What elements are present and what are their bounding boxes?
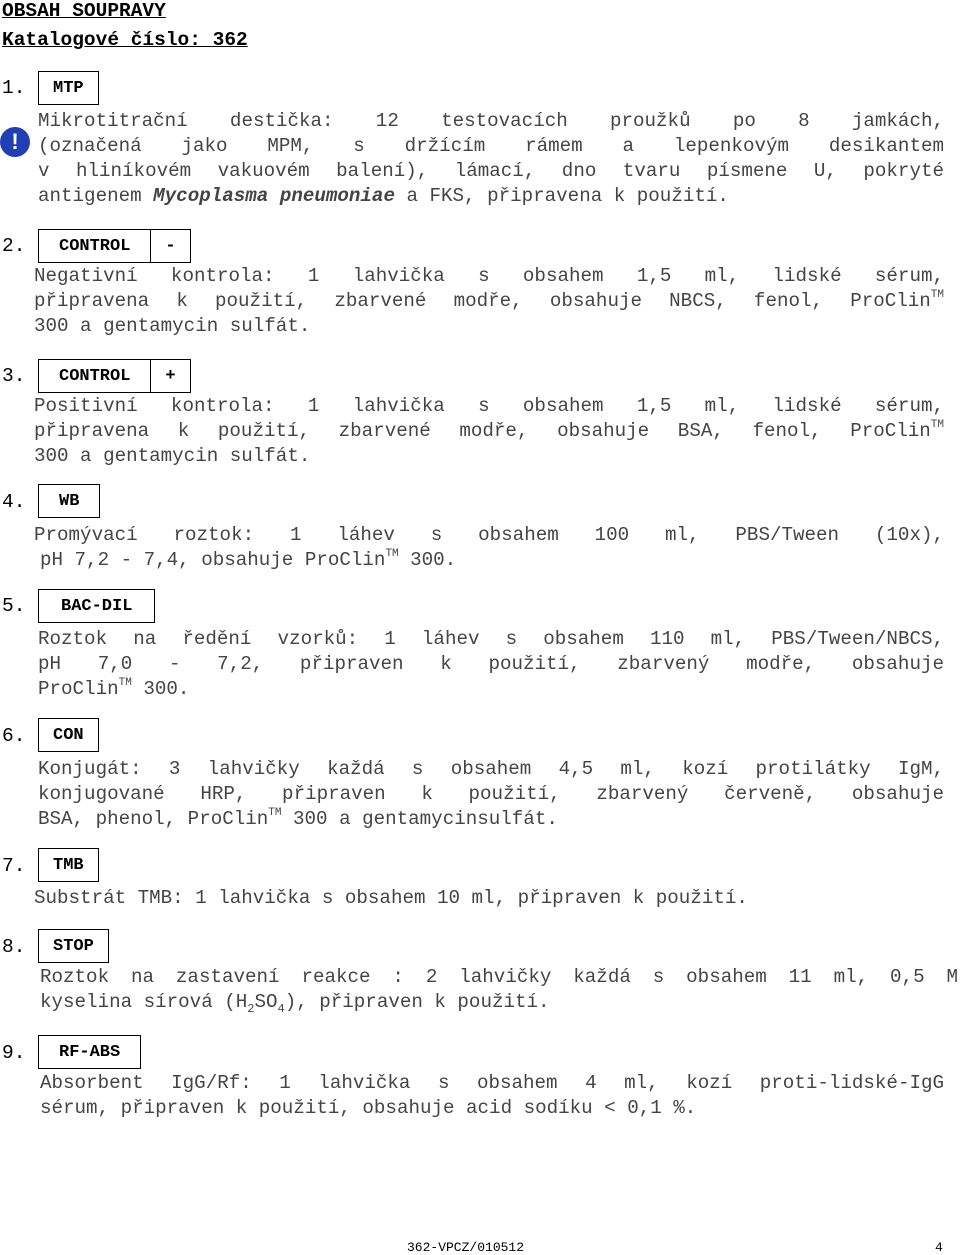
desc-line: 300 a gentamycin sulfát. — [34, 315, 311, 337]
box-label: CON — [53, 725, 84, 745]
desc-line: Absorbent IgG/Rf: 1 lahvička s obsahem 4 ml, kozí proti-lidské-IgG — [40, 1072, 944, 1094]
item-description — [38, 109, 944, 209]
box-label: MTP — [53, 78, 84, 98]
desc-line: v hliníkovém vakuovém balení), lámací, dno tvaru písmene U, pokryté — [38, 160, 944, 182]
reagent-label-control-negative — [38, 229, 191, 263]
item-description — [34, 886, 944, 911]
desc-line: 300 a gentamycin sulfát. — [34, 445, 311, 467]
item-description — [40, 1071, 944, 1121]
box-label: STOP — [53, 936, 94, 956]
reagent-label-bac-dil — [38, 589, 155, 623]
reagent-label-con — [38, 718, 99, 752]
desc-line: připravena k použití, zbarvené modře, obsahuje NBCS, fenol, ProClin™ — [34, 289, 944, 312]
item-number: 5. — [2, 595, 26, 617]
desc-line: Substrát TMB: 1 lahvička s obsahem 10 ml, připraven k použití. — [34, 887, 748, 909]
document-code: 362-VPCZ/010512 — [407, 1240, 525, 1255]
desc-line: (označená jako MPM, s držícím rámem a lepenkovým desikantem — [38, 135, 944, 157]
desc-line: Negativní kontrola: 1 lahvička s obsahem 1,5 ml, lidské sérum, — [34, 265, 944, 287]
desc-line: připravena k použití, zbarvené modře, obsahuje BSA, fenol, ProClin™ — [34, 419, 944, 442]
box-label: CONTROL — [59, 236, 131, 256]
desc-line: pH 7,0 - 7,2, připraven k použití, zbarvený modře, obsahuje — [38, 653, 944, 675]
desc-line: pH 7,2 - 7,4, obsahuje ProClin™ 300. — [40, 548, 457, 571]
reagent-label-mtp — [38, 71, 99, 105]
box-label: BAC-DIL — [61, 596, 133, 616]
reagent-label-rf-abs — [38, 1035, 141, 1069]
reagent-label-stop — [38, 929, 109, 963]
item-number: 8. — [2, 936, 26, 958]
item-number: 6. — [2, 725, 26, 747]
item-description — [34, 523, 944, 573]
exclamation-icon: ! — [0, 127, 30, 157]
box-label: TMB — [53, 855, 84, 875]
desc-line: konjugované HRP, připraven k použití, zbarvený červeně, obsahuje — [38, 783, 944, 805]
reagent-label-control-positive — [38, 359, 191, 393]
item-number: 9. — [2, 1042, 26, 1064]
desc-line: Roztok na ředění vzorků: 1 láhev s obsahem 110 ml, PBS/Tween/NBCS, — [38, 628, 944, 650]
catalog-number: Katalogové číslo: 362 — [2, 29, 248, 51]
desc-line: sérum, připraven k použití, obsahuje acid sodíku < 0,1 %. — [40, 1097, 697, 1119]
desc-line: Positivní kontrola: 1 lahvička s obsahem 1,5 ml, lidské sérum, — [34, 395, 944, 417]
item-number: 1. — [2, 77, 26, 99]
item-number: 4. — [2, 491, 26, 513]
box-sign: + — [150, 360, 189, 392]
reagent-label-wb — [38, 484, 100, 518]
box-sign: - — [150, 230, 189, 262]
box-label: CONTROL — [59, 366, 131, 386]
desc-line: antigenem Mycoplasma pneumoniae a FKS, připravena k použití. — [38, 185, 729, 207]
item-description — [40, 965, 958, 1022]
box-label: RF-ABS — [59, 1042, 121, 1062]
desc-line: Konjugát: 3 lahvičky každá s obsahem 4,5 ml, kozí protilátky IgM, — [38, 758, 944, 780]
item-description — [34, 394, 944, 469]
item-number: 7. — [2, 855, 26, 877]
desc-line: Roztok na zastavení reakce : 2 lahvičky každá s obsahem 11 ml, 0,5 M — [40, 966, 958, 988]
desc-line: ProClin™ 300. — [38, 677, 190, 700]
desc-line: Promývací roztok: 1 láhev s obsahem 100 ml, PBS/Tween (10x), — [34, 524, 944, 546]
item-number: 3. — [2, 365, 26, 387]
box-label: WB — [59, 491, 80, 511]
section-title: OBSAH SOUPRAVY — [2, 0, 166, 22]
organism-name: Mycoplasma pneumoniae — [153, 185, 395, 207]
desc-line: Mikrotitrační destička: 12 testovacích proužků po 8 jamkách, — [38, 110, 944, 132]
item-description — [38, 757, 944, 832]
item-description — [38, 627, 944, 702]
page-number: 4 — [935, 1240, 943, 1255]
item-number: 2. — [2, 235, 26, 257]
desc-line: kyselina sírová $(H_2SO_4)$, připraven k použití. — [40, 991, 550, 1016]
desc-line: BSA, phenol, ProClin™ 300 a gentamycinsulfát. — [38, 807, 558, 830]
item-description — [34, 264, 944, 339]
reagent-label-tmb — [38, 848, 99, 882]
